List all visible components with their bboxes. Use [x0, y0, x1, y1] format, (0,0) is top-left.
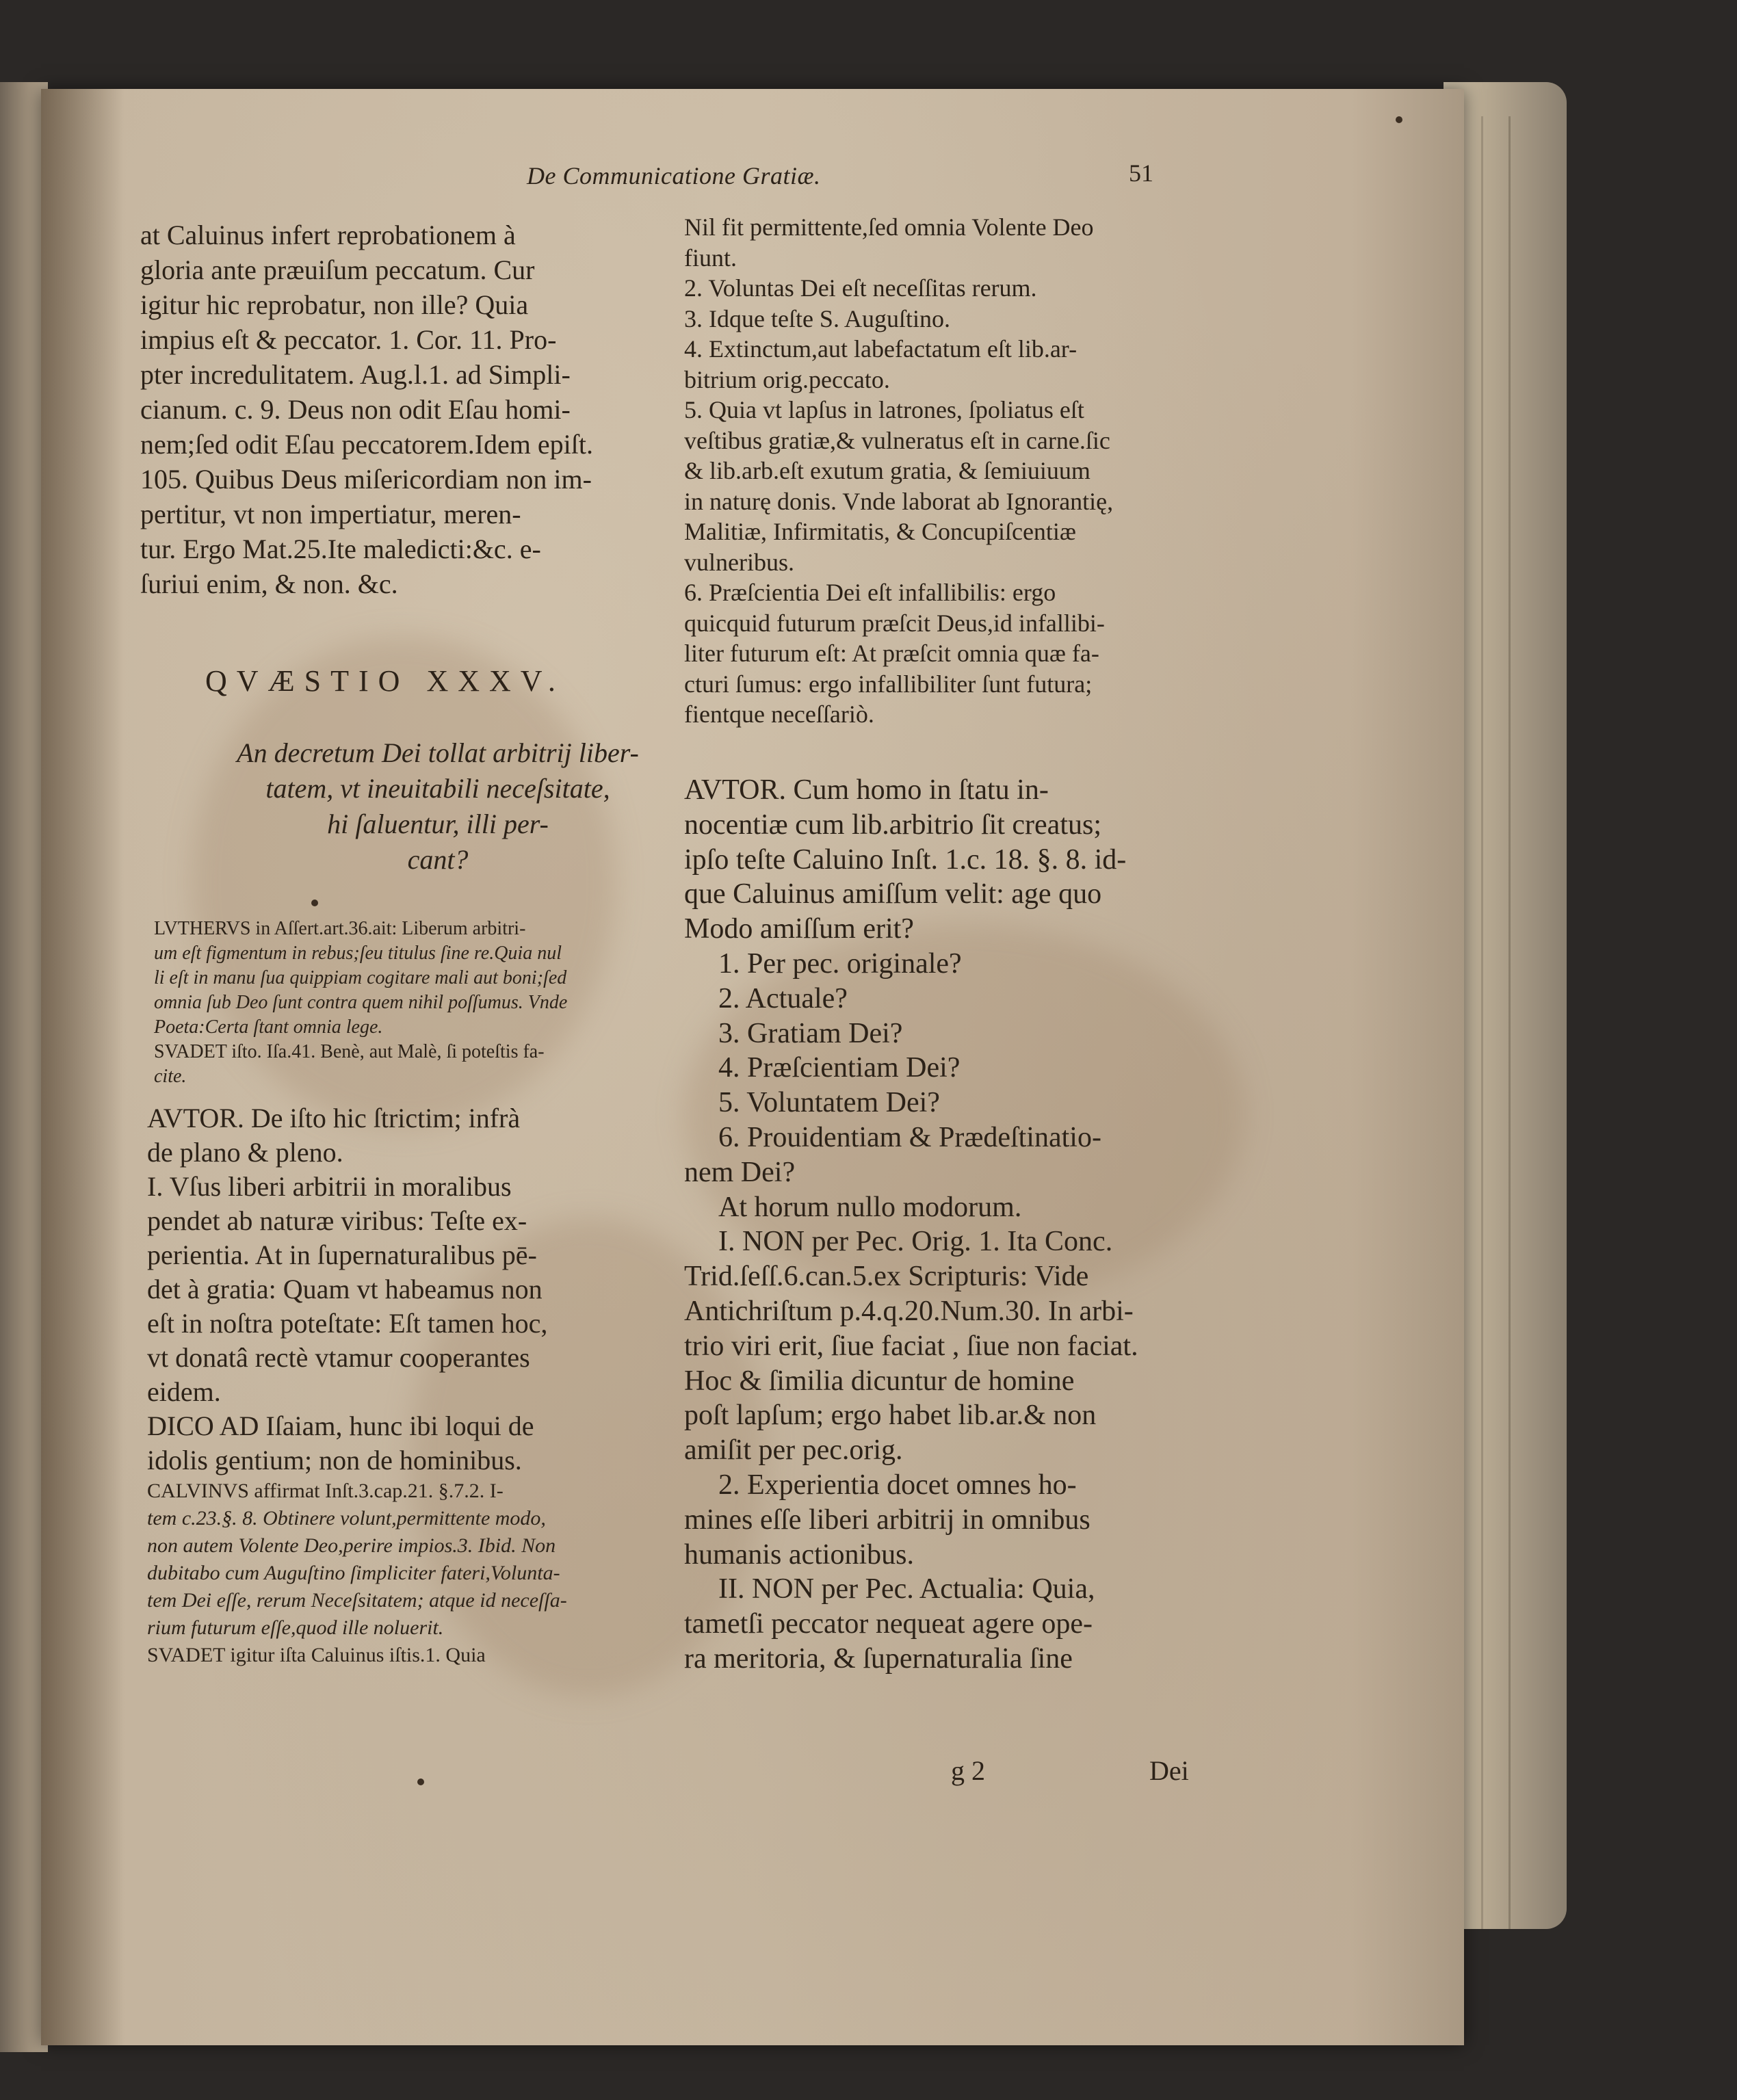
ink-dot	[1396, 116, 1402, 123]
text-line: bitrium orig.peccato.	[684, 365, 890, 393]
gutter-shadow	[41, 89, 123, 2045]
text-line: Poeta:Certa ſtant omnia lege.	[154, 1016, 383, 1038]
text-line: 6. Præſcientia Dei eſt infallibilis: ergo	[684, 579, 1056, 606]
text-line: impius eſt & peccator. 1. Cor. 11. Pro-	[140, 324, 557, 355]
text-line: 4. Præſcientiam Dei?	[718, 1052, 961, 1084]
text-line: 3. Idque teſte S. Auguſtino.	[684, 304, 950, 332]
text-line: DICO AD Iſaiam, hunc ibi loqui de	[147, 1410, 534, 1441]
text-line: tametſi peccator nequeat agere ope-	[684, 1608, 1093, 1640]
text-line: de plano & pleno.	[147, 1137, 343, 1168]
left-column-top	[140, 218, 667, 601]
text-line: I. NON per Pec. Orig. 1. Ita Conc.	[718, 1226, 1113, 1258]
text-line: 6. Prouidentiam & Prædeſtinatio-	[718, 1121, 1101, 1153]
text-line: tem Dei eſſe, rerum Neceſsitatem; atque id neceſſa-	[147, 1589, 567, 1612]
autor-block	[147, 1101, 674, 1669]
text-line: tem c.23.§. 8. Obtinere volunt,permittente modo,	[147, 1507, 546, 1530]
text-line: Trid.ſeſſ.6.can.5.ex Scripturis: Vide	[684, 1261, 1089, 1293]
text-line: II. NON per Pec. Actualia: Quia,	[718, 1573, 1095, 1605]
text-line: 5. Quia vt lapſus in latrones, ſpoliatus eſt	[684, 396, 1084, 423]
text-line: amiſit per pec.orig.	[684, 1434, 903, 1467]
subtitle-line: tatem, vt ineuitabili neceſsitate,	[265, 773, 610, 804]
text-line: I. Vſus liberi arbitrii in moralibus	[147, 1171, 512, 1202]
right-column-top	[684, 212, 1204, 730]
subtitle-line: cant?	[407, 844, 469, 875]
text-line: liter futurum eſt: At præſcit omnia quæ fa-	[684, 640, 1099, 667]
text-line: ſuriui enim, & non. &c.	[140, 568, 398, 599]
text-line: cianum. c. 9. Deus non odit Eſau homi-	[140, 394, 571, 425]
subtitle-line: hi ſaluentur, illi per-	[327, 809, 549, 839]
text-line: rium futurum eſſe,quod ille noluerit.	[147, 1616, 444, 1639]
text-line: nocentiæ cum lib.arbitrio ſit creatus;	[684, 809, 1102, 841]
question-title: QVÆSTIO XXXV.	[205, 664, 565, 698]
text-line: que Caluinus amiſſum velit: age quo	[684, 878, 1102, 910]
text-line: gloria ante præuiſum peccatum. Cur	[140, 254, 535, 285]
text-line: quicquid futurum præſcit Deus,id infallibi-	[684, 609, 1105, 637]
page-edge-line	[1481, 116, 1483, 1929]
text-line: dubitabo cum Auguſtino ſimpliciter fateri,Volunta-	[147, 1562, 560, 1584]
text-line: Nil fit permittente,ſed omnia Volente Deo	[684, 213, 1094, 241]
text-line: cite.	[154, 1066, 187, 1087]
text-line: fientque neceſſariò.	[684, 700, 874, 728]
text-line: det à gratia: Quam vt habeamus non	[147, 1274, 543, 1304]
text-line: trio viri erit, ſiue faciat , ſiue non faciat.	[684, 1330, 1138, 1362]
text-line: pertitur, vt non impertiatur, meren-	[140, 499, 521, 529]
text-line: Antichriſtum p.4.q.20.Num.30. In arbi-	[684, 1295, 1134, 1327]
text-line: vulneribus.	[684, 548, 794, 576]
text-line: ipſo teſte Caluino Inſt. 1.c. 18. §. 8. id-	[684, 843, 1127, 876]
ink-dot	[417, 1779, 424, 1785]
text-line: humanis actionibus.	[684, 1538, 914, 1571]
text-line: 3. Gratiam Dei?	[718, 1017, 903, 1049]
text-line: poſt lapſum; ergo habet lib.ar.& non	[684, 1400, 1097, 1432]
text-line: nem;ſed odit Eſau peccatorem.Idem epiſt.	[140, 429, 593, 460]
text-line: eidem.	[147, 1376, 221, 1407]
text-line: Hoc & ſimilia dicuntur de homine	[684, 1365, 1075, 1397]
text-line: 5. Voluntatem Dei?	[718, 1087, 940, 1119]
text-line: fiunt.	[684, 244, 737, 272]
text-line: nem Dei?	[684, 1156, 796, 1188]
text-line: um eſt figmentum in rebus;ſeu titulus ſine re.Quia nul	[154, 943, 562, 964]
text-line: mines eſſe liberi arbitrij in omnibus	[684, 1504, 1090, 1536]
text-line: li eſt in manu ſua quippiam cogitare mali aut boni;ſed	[154, 967, 567, 988]
text-line: omnia ſub Deo ſunt contra quem nihil poſſumus. Vnde	[154, 992, 568, 1013]
text-line: 2. Experientia docet omnes ho-	[718, 1469, 1077, 1501]
text-line: 105. Quibus Deus miſericordiam non im-	[140, 464, 592, 495]
text-line: veſtibus gratiæ,& vulneratus eſt in carne.ſic	[684, 426, 1110, 454]
text-line: idolis gentium; non de hominibus.	[147, 1445, 522, 1475]
text-line: vt donatâ rectè vtamur cooperantes	[147, 1342, 530, 1373]
text-line: Malitiæ, Infirmitatis, & Concupiſcentiæ	[684, 518, 1076, 545]
text-line: AVTOR. De iſto hic ſtrictim; infrà	[147, 1103, 521, 1133]
text-line: Modo amiſſum erit?	[684, 913, 914, 945]
signature-mark: g 2	[951, 1755, 985, 1786]
text-line: At horum nullo modorum.	[718, 1191, 1022, 1223]
text-line: eſt in noſtra poteſtate: Eſt tamen hoc,	[147, 1308, 548, 1339]
text-line: SVADET igitur iſta Caluinus iſtis.1. Quia	[147, 1644, 486, 1666]
lutherus-block	[154, 917, 674, 1089]
text-line: in naturę donis. Vnde laborat ab Ignorantię,	[684, 487, 1114, 515]
text-line: 4. Extinctum,aut labefactatum eſt lib.ar-	[684, 335, 1078, 363]
text-line: tur. Ergo Mat.25.Ite maledicti:&c. e-	[140, 534, 541, 564]
question-subtitle	[226, 735, 650, 878]
text-line: & lib.arb.eſt exutum gratia, & ſemiuiuum	[684, 457, 1090, 484]
text-line: 2. Voluntas Dei eſt neceſſitas rerum.	[684, 274, 1037, 302]
catchword: Dei	[1149, 1755, 1189, 1786]
ink-dot	[311, 900, 318, 906]
text-line: 1. Per pec. originale?	[718, 947, 962, 980]
text-line: SVADET iſto. Iſa.41. Benè, aut Malè, ſi poteſtis fa-	[154, 1041, 545, 1062]
page-number: 51	[1129, 159, 1153, 187]
text-line: at Caluinus infert reprobationem à	[140, 220, 516, 250]
page-edge-line	[1509, 116, 1511, 1929]
text-line: pendet ab naturæ viribus: Teſte ex-	[147, 1205, 527, 1236]
right-column-main	[684, 773, 1211, 1677]
text-line: CALVINVS affirmat Inſt.3.cap.21. §.7.2. I-	[147, 1480, 504, 1502]
text-line: perientia. At in ſupernaturalibus pē-	[147, 1239, 537, 1270]
text-line: pter incredulitatem. Aug.l.1. ad Simpli-	[140, 359, 571, 390]
subtitle-line: An decretum Dei tollat arbitrij liber-	[237, 737, 639, 768]
text-line: LVTHERVS in Aſſert.art.36.ait: Liberum arbitri-	[154, 918, 526, 939]
text-line: 2. Actuale?	[718, 982, 848, 1014]
text-line: cturi ſumus: ergo infallibiliter ſunt futura;	[684, 670, 1093, 698]
text-line: AVTOR. Cum homo in ſtatu in-	[684, 774, 1049, 806]
text-line: non autem Volente Deo,perire impios.3. Ibid. Non	[147, 1534, 556, 1557]
running-head: De Communicatione Gratiæ.	[527, 162, 821, 189]
text-line: igitur hic reprobatur, non ille? Quia	[140, 289, 529, 320]
text-line: ra meritoria, & ſupernaturalia ſine	[684, 1642, 1073, 1675]
